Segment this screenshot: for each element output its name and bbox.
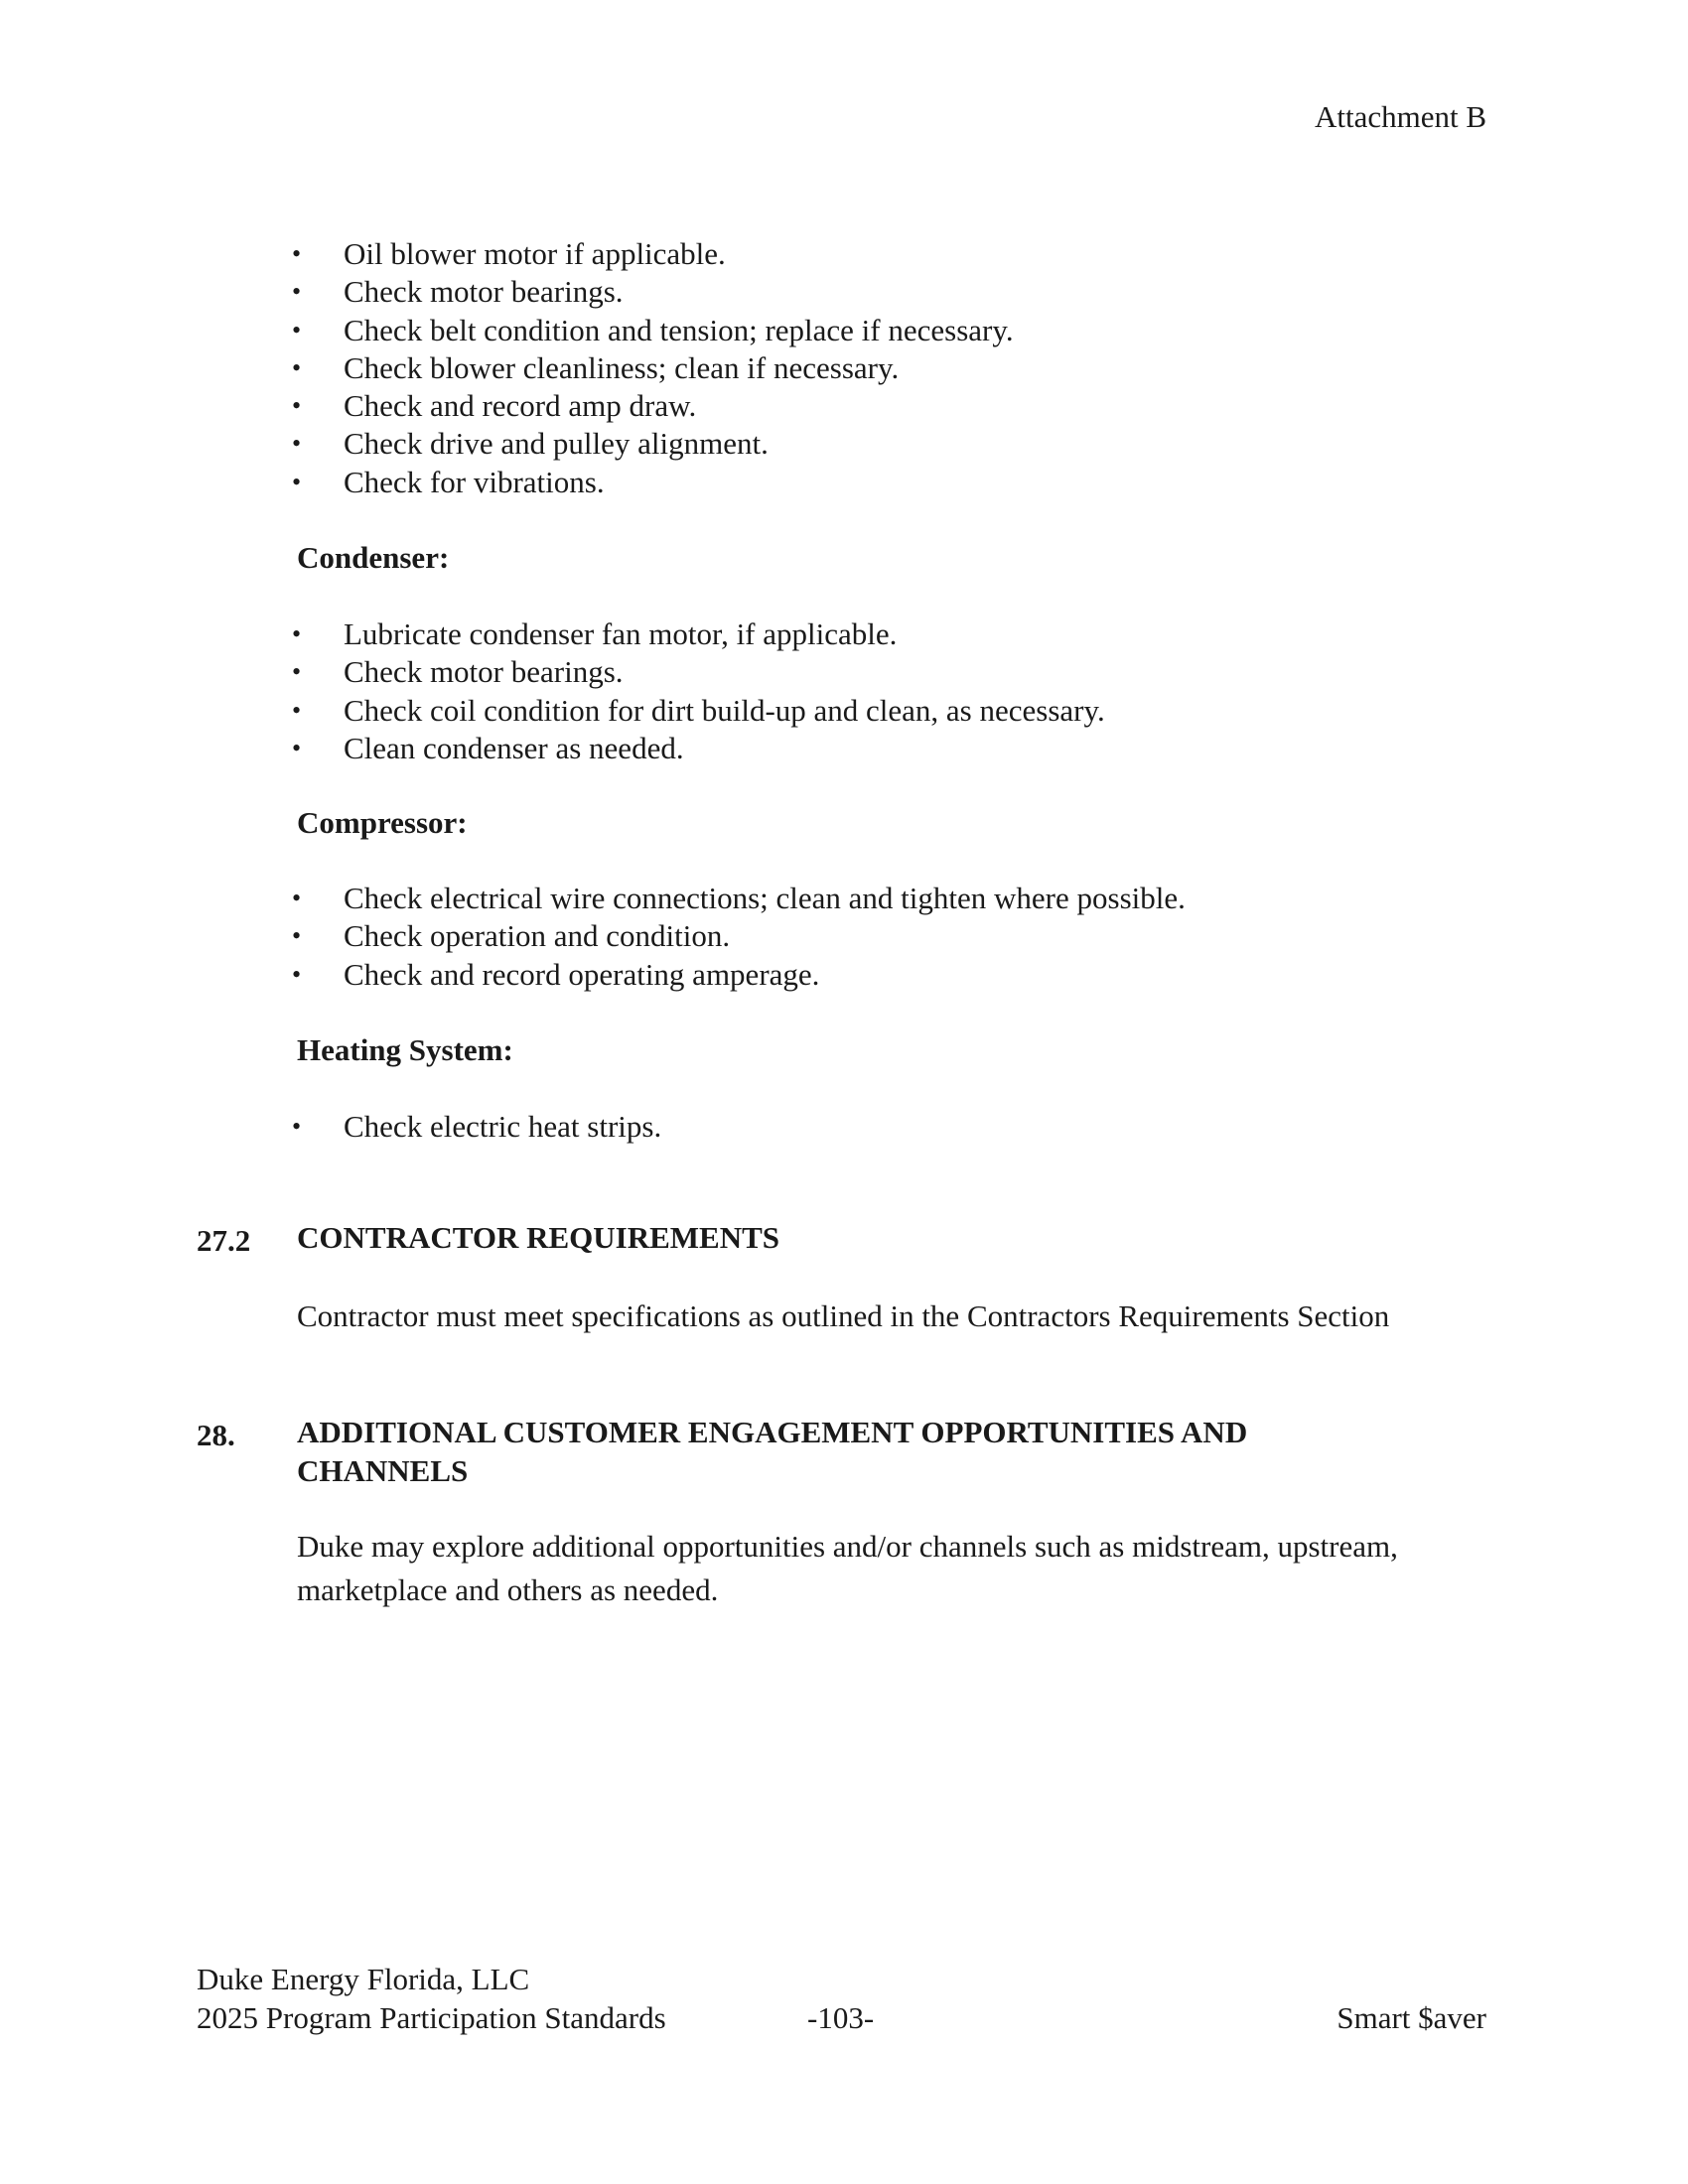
bullet-icon: • — [292, 391, 302, 421]
section-number: 28. — [197, 1418, 235, 1452]
bullet-icon: • — [292, 1112, 302, 1141]
bullet-icon: • — [292, 467, 302, 496]
bullet-icon: • — [292, 657, 302, 687]
list-item: • Check for vibrations. — [292, 464, 1014, 501]
list-item: • Check belt condition and tension; replace if necessary. — [292, 312, 1014, 349]
footer-document-title: 2025 Program Participation Standards — [197, 2000, 666, 2035]
list-item: • Check operation and condition. — [292, 917, 1186, 955]
bullet-icon: • — [292, 959, 302, 989]
bullet-icon: • — [292, 239, 302, 268]
condenser-checklist — [292, 615, 1105, 767]
bullet-icon: • — [292, 352, 302, 382]
list-item: • Oil blower motor if applicable. — [292, 235, 1014, 273]
list-item: • Check electrical wire connections; clean and tighten where possible. — [292, 880, 1186, 917]
section-title: ADDITIONAL CUSTOMER ENGAGEMENT OPPORTUNITIES AND CHANNELS — [297, 1415, 1248, 1488]
attachment-label: Attachment B — [1314, 99, 1486, 134]
section-number: 27.2 — [197, 1223, 251, 1258]
section-body: Contractor must meet specifications as outlined in the Contractors Requirements Section — [297, 1298, 1390, 1333]
bullet-icon: • — [292, 315, 302, 344]
section-body: Duke may explore additional opportunities and/or channels such as midstream, upstream, marketplace and others as needed. — [297, 1529, 1398, 1607]
list-item: • Check and record amp draw. — [292, 387, 1014, 425]
bullet-icon: • — [292, 921, 302, 951]
bullet-icon: • — [292, 277, 302, 307]
footer-company: Duke Energy Florida, LLC — [197, 1962, 530, 1996]
section-title: CONTRACTOR REQUIREMENTS — [297, 1220, 780, 1255]
bullet-icon: • — [292, 733, 302, 762]
list-item: • Check electric heat strips. — [292, 1108, 661, 1146]
list-item: • Clean condenser as needed. — [292, 730, 1105, 767]
bullet-icon: • — [292, 695, 302, 725]
footer-program-name: Smart $aver — [1336, 2000, 1486, 2035]
compressor-heading: Compressor: — [297, 805, 468, 840]
list-item: • Check and record operating amperage. — [292, 956, 1186, 994]
page-number: -103- — [807, 2000, 875, 2035]
list-item: • Check coil condition for dirt build-up and clean, as necessary. — [292, 692, 1105, 730]
bullet-icon: • — [292, 884, 302, 912]
list-item: • Check motor bearings. — [292, 273, 1014, 311]
list-item: • Check motor bearings. — [292, 653, 1105, 691]
heating-checklist — [292, 1108, 662, 1146]
bullet-icon: • — [292, 619, 302, 648]
blower-checklist — [292, 235, 1014, 501]
list-item: • Check blower cleanliness; clean if necessary. — [292, 349, 1014, 387]
compressor-checklist — [292, 880, 1186, 994]
list-item: • Lubricate condenser fan motor, if applicable. — [292, 615, 1105, 653]
condenser-heading: Condenser: — [297, 540, 450, 575]
bullet-icon: • — [292, 429, 302, 459]
heating-system-heading: Heating System: — [297, 1032, 513, 1067]
list-item: • Check drive and pulley alignment. — [292, 425, 1014, 463]
